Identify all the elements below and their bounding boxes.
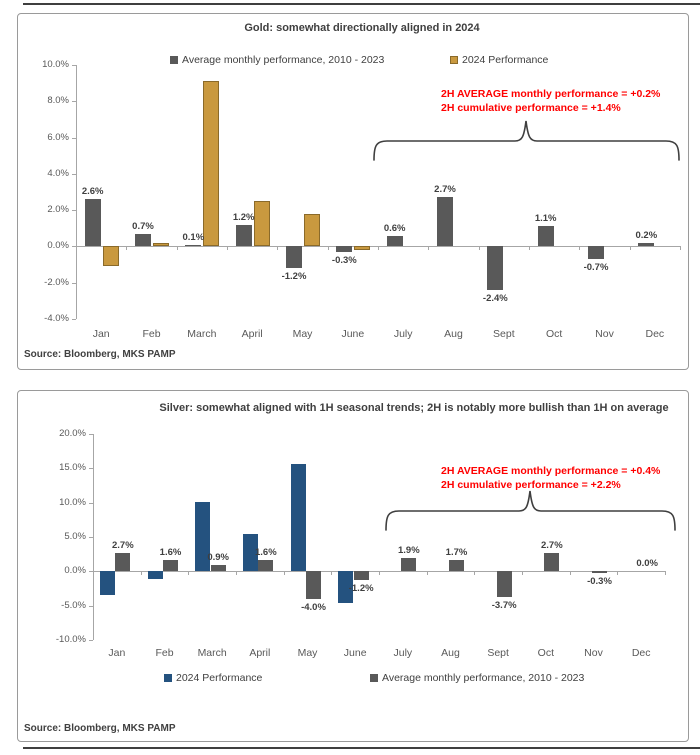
y-axis-tick (89, 468, 93, 469)
x-tick-label: May (292, 328, 313, 340)
y-axis-tick (89, 503, 93, 504)
x-axis-tick (236, 571, 237, 575)
bar-s1-nov (588, 246, 604, 259)
source-note: Source: Bloomberg, MKS PAMP (24, 723, 176, 734)
x-axis-tick (680, 246, 681, 250)
y-tick-label: 4.0% (47, 167, 69, 179)
x-axis-tick (188, 571, 189, 575)
brace-bracket-2h (373, 116, 681, 164)
y-tick-label: -5.0% (61, 599, 86, 611)
data-label: 1.7% (445, 546, 468, 558)
x-tick-label: June (341, 328, 365, 340)
bar-s2-oct (544, 553, 559, 572)
data-label: 0.6% (383, 222, 406, 234)
bar-s2-jan (115, 553, 130, 572)
y-axis-tick (89, 537, 93, 538)
data-label: -0.3% (331, 254, 357, 266)
x-axis-tick (76, 246, 77, 250)
x-tick-label: Jan (108, 647, 126, 659)
y-axis-tick (72, 101, 76, 102)
x-axis-tick (474, 571, 475, 575)
x-axis-tick (227, 246, 228, 250)
x-tick-label: Nov (584, 647, 603, 659)
y-tick-label: 0.0% (47, 240, 69, 252)
x-axis-tick (630, 246, 631, 250)
bar-s2-may (304, 214, 320, 247)
legend-label-2024: 2024 Performance (462, 54, 549, 66)
x-tick-label: June (343, 647, 367, 659)
legend-item-average (370, 672, 584, 684)
y-tick-label: 20.0% (59, 428, 86, 439)
data-label: -4.0% (301, 601, 326, 613)
y-tick-label: -10.0% (55, 634, 86, 645)
y-tick-label: 10.0% (42, 59, 69, 70)
bar-s1-june (336, 246, 352, 251)
x-tick-label: Feb (155, 647, 174, 659)
y-tick-label: 6.0% (47, 131, 69, 143)
bar-s1-aug (437, 197, 453, 246)
bar-s2-april (258, 560, 273, 571)
data-label: 1.6% (159, 547, 182, 559)
data-label: 0.2% (635, 229, 658, 241)
y-axis-tick (72, 283, 76, 284)
bar-s1-feb (148, 571, 163, 579)
x-tick-label: April (249, 647, 271, 659)
y-tick-label: 0.0% (64, 565, 86, 577)
legend-label-2024: 2024 Performance (176, 672, 263, 684)
y-axis-tick (72, 319, 76, 320)
y-axis-tick (89, 606, 93, 607)
y-axis-tick (72, 210, 76, 211)
legend-swatch-average-icon (370, 674, 378, 682)
bar-s1-jan (100, 571, 115, 595)
legend-item-2024 (164, 672, 262, 684)
data-label: 0.7% (132, 220, 154, 232)
y-tick-label: -2.0% (44, 276, 69, 288)
x-tick-label: Dec (645, 328, 665, 340)
x-axis-tick (141, 571, 142, 575)
data-label: 1.9% (398, 545, 420, 557)
x-tick-label: March (187, 328, 217, 340)
y-tick-label: 5.0% (64, 531, 86, 542)
bar-s2-march (203, 81, 219, 246)
legend-swatch-2024-icon (164, 674, 172, 682)
data-label: 1.6% (255, 547, 277, 559)
bar-s1-july (387, 236, 403, 247)
data-label: 0.1% (182, 231, 205, 243)
bar-s2-june (354, 246, 370, 250)
x-tick-label: May (297, 647, 318, 659)
data-label: -3.7% (491, 599, 517, 611)
bar-s2-july (401, 558, 416, 571)
x-axis-tick (331, 571, 332, 575)
annotation-line-1: 2H AVERAGE monthly performance = +0.2% (441, 88, 661, 100)
bar-s2-jan (103, 246, 119, 266)
bar-s1-dec (638, 243, 654, 247)
bar-s1-oct (538, 226, 554, 246)
x-tick-label: Aug (444, 328, 463, 340)
x-tick-label: Aug (441, 647, 460, 659)
bar-s1-may (286, 246, 302, 268)
x-axis-tick (522, 571, 523, 575)
y-tick-label: 10.0% (59, 496, 86, 508)
y-tick-label: -4.0% (44, 313, 69, 324)
silver-chart-title: Silver: somewhat aligned with 1H seasonal trends; 2H is notably more bullish than 1H on average (159, 402, 669, 414)
x-axis-tick (93, 571, 94, 575)
data-label: 2.7% (434, 184, 456, 196)
x-axis-tick (328, 246, 329, 250)
annotation-line-1: 2H AVERAGE monthly performance = +0.4% (441, 465, 661, 477)
source-note: Source: Bloomberg, MKS PAMP (24, 349, 176, 360)
brace-bracket-2h (385, 486, 677, 534)
bar-s2-may (306, 571, 321, 598)
annotation-line-2: 2H cumulative performance = +1.4% (441, 102, 621, 114)
bar-s2-nov (592, 571, 607, 573)
x-tick-label: July (393, 328, 413, 340)
y-axis-tick (89, 434, 93, 435)
x-axis-tick (379, 571, 380, 575)
legend-item-average (170, 54, 384, 66)
x-axis-tick (126, 246, 127, 250)
y-tick-label: 15.0% (59, 462, 86, 474)
bar-s2-aug (449, 560, 464, 572)
x-tick-label: Oct (545, 328, 563, 340)
x-axis-tick (427, 571, 428, 575)
gold-chart-title: Gold: somewhat directionally aligned in 2024 (244, 22, 480, 34)
x-tick-label: Nov (595, 328, 614, 340)
bar-s2-feb (153, 243, 169, 247)
x-axis-tick (378, 246, 379, 250)
bar-s2-march (211, 565, 226, 571)
legend-label-average: Average monthly performance, 2010 - 2023 (382, 672, 585, 684)
bar-s1-april (236, 225, 252, 247)
legend-item-2024 (450, 54, 548, 66)
x-tick-label: Oct (537, 647, 554, 659)
x-axis-tick (570, 571, 571, 575)
data-label: -1.2% (281, 271, 307, 283)
x-axis-tick (479, 246, 480, 250)
y-axis-tick (72, 138, 76, 139)
y-axis-tick (72, 65, 76, 66)
annotation-2h-gold (441, 87, 660, 115)
legend-label-average: Average monthly performance, 2010 - 2023 (182, 54, 385, 66)
data-label: 2.7% (541, 539, 563, 551)
bar-s1-jan (85, 199, 101, 246)
x-tick-label: July (393, 647, 413, 659)
x-axis-tick (665, 571, 666, 575)
legend-swatch-2024-icon (450, 56, 458, 64)
bar-s2-june (354, 571, 369, 579)
x-tick-label: Sept (493, 328, 515, 340)
x-axis-tick (579, 246, 580, 250)
x-axis-tick (177, 246, 178, 250)
x-tick-label: Dec (631, 647, 651, 659)
x-tick-label: April (241, 328, 263, 340)
data-label: -0.7% (583, 262, 609, 274)
bar-s2-sept (497, 571, 512, 596)
gold-chart-panel (17, 13, 689, 370)
bar-s1-march (185, 245, 201, 247)
top-divider (23, 3, 700, 5)
x-axis-tick (617, 571, 618, 575)
data-label: -1.2% (348, 582, 374, 594)
x-tick-label: Jan (92, 328, 110, 340)
y-axis-tick (72, 174, 76, 175)
data-label: 2.6% (81, 186, 104, 198)
x-tick-label: Sept (487, 647, 509, 659)
data-label: -2.4% (482, 292, 508, 304)
y-axis-tick (89, 640, 93, 641)
bar-s2-feb (163, 560, 178, 571)
x-axis-tick (284, 571, 285, 575)
bar-s1-feb (135, 234, 151, 247)
bar-s1-may (291, 464, 306, 572)
x-axis-tick (529, 246, 530, 250)
x-tick-label: Feb (142, 328, 161, 340)
bar-s2-april (254, 201, 270, 246)
data-label: 2.7% (112, 539, 134, 551)
data-label: 0.9% (207, 552, 229, 564)
data-label: -0.3% (587, 576, 612, 588)
x-tick-label: March (197, 647, 227, 659)
y-axis-line (93, 434, 94, 640)
silver-chart-panel (17, 390, 689, 742)
y-tick-label: 8.0% (47, 95, 69, 107)
bottom-divider (23, 747, 700, 749)
data-label: 1.1% (534, 213, 557, 225)
y-tick-label: 2.0% (47, 204, 69, 216)
annotation-line-2: 2H cumulative performance = +2.2% (441, 479, 621, 491)
data-label: 1.2% (232, 211, 255, 223)
data-label: 0.0% (636, 558, 658, 570)
x-axis-tick (428, 246, 429, 250)
legend-swatch-average-icon (170, 56, 178, 64)
bar-s1-sept (487, 246, 503, 290)
x-axis-tick (277, 246, 278, 250)
